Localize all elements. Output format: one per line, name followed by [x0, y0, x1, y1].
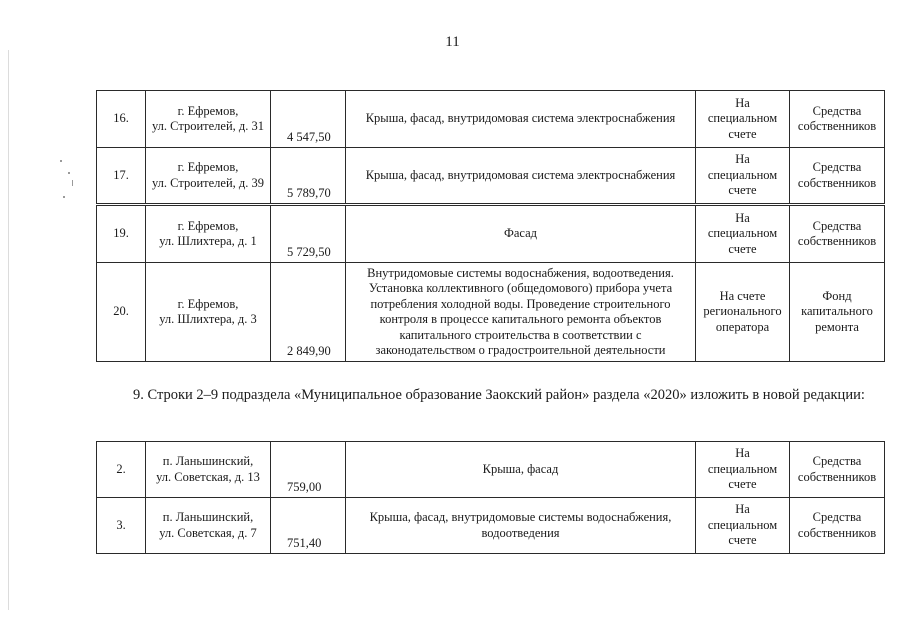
source-line: Средства: [812, 103, 862, 118]
address-line: п. Ланьшинский,: [162, 510, 254, 524]
row-number: 2.: [97, 442, 146, 498]
account-line: специальном: [707, 517, 778, 532]
account-line: специальном: [707, 111, 778, 126]
address-cell: [146, 206, 271, 263]
works-cell: [346, 148, 696, 204]
works-line: капитального строительства в соответствии с: [399, 327, 642, 342]
funding-source-cell: [790, 148, 885, 204]
cost-cell: 4 547,50: [271, 91, 346, 148]
row-number: 19.: [97, 206, 146, 263]
table-row: [97, 442, 885, 498]
works-line: Внутридомовые системы водоснабжения, водоотведения.: [367, 265, 674, 280]
source-line: собственников: [797, 469, 877, 484]
address-line: ул. Советская, д. 7: [159, 525, 257, 540]
address-line: ул. Шлихтера, д. 3: [159, 312, 257, 326]
scan-artifact: [72, 180, 73, 186]
scan-artifact: [60, 160, 62, 162]
cost-cell: 5 729,50: [271, 206, 346, 263]
source-line: ремонта: [815, 319, 859, 334]
account-line: На: [735, 502, 750, 517]
scan-artifact: [8, 50, 9, 610]
table-row: [97, 148, 885, 204]
table-row: [97, 91, 885, 148]
paragraph-text: 9. Строки 2–9 подраздела «Муниципальное образование Заокский район» раздела «2020» изложить в новой редакции:: [133, 387, 865, 403]
source-line: капитального: [801, 304, 873, 319]
works-cell: [346, 498, 696, 554]
account-cell: [696, 263, 790, 362]
account-line: На: [735, 210, 750, 225]
address-cell: [146, 148, 271, 204]
works-table-part-3: [96, 441, 885, 554]
address-cell: [146, 91, 271, 148]
works-line: Фасад: [503, 226, 538, 241]
amendment-paragraph: [97, 385, 885, 406]
address-line: г. Ефремов,: [177, 160, 239, 174]
table-row: [97, 206, 885, 263]
row-number: 16.: [97, 91, 146, 148]
cost-cell: 751,40: [271, 498, 346, 554]
works-cell: [346, 91, 696, 148]
account-line: счете: [728, 533, 757, 548]
cost-cell: 759,00: [271, 442, 346, 498]
address-line: ул. Советская, д. 13: [156, 469, 260, 484]
table-row: [97, 498, 885, 554]
account-line: специальном: [707, 461, 778, 476]
account-cell: [696, 498, 790, 554]
works-line: Крыша, фасад, внутридомовая система электроснабжения: [365, 167, 676, 182]
source-line: собственников: [797, 175, 877, 190]
source-line: Средства: [812, 218, 862, 233]
source-line: Фонд: [822, 288, 852, 303]
row-number: 3.: [97, 498, 146, 554]
funding-source-cell: [790, 498, 885, 554]
scan-artifact: [63, 196, 65, 198]
account-line: На счете: [719, 288, 766, 303]
works-line: Крыша, фасад, внутридомовая система электроснабжения: [365, 111, 676, 126]
account-line: счете: [728, 241, 757, 256]
address-cell: [146, 498, 271, 554]
funding-source-cell: [790, 263, 885, 362]
page-number: 11: [445, 34, 460, 50]
address-line: г. Ефремов,: [177, 218, 239, 233]
cost-cell: 5 789,70: [271, 148, 346, 204]
account-line: На: [735, 446, 750, 461]
funding-source-cell: [790, 91, 885, 148]
account-line: специальном: [707, 226, 778, 241]
works-cell: [346, 442, 696, 498]
account-line: счете: [728, 477, 757, 492]
works-line: законодательством о градостроительной деятельности: [375, 343, 666, 357]
source-line: Средства: [812, 160, 862, 174]
source-line: Средства: [812, 510, 862, 524]
address-line: г. Ефремов,: [177, 296, 239, 311]
address-line: ул. Строителей, д. 31: [151, 119, 264, 133]
account-line: регионального: [703, 304, 782, 319]
row-number: 20.: [97, 263, 146, 362]
account-cell: [696, 206, 790, 263]
cost-cell: 2 849,90: [271, 263, 346, 362]
account-line: оператора: [715, 319, 770, 334]
source-line: собственников: [797, 234, 877, 248]
account-line: счете: [728, 126, 757, 141]
address-line: ул. Строителей, д. 39: [151, 175, 264, 190]
account-line: счете: [728, 183, 757, 198]
works-line: контроля в процессе капитального ремонта объектов: [379, 312, 662, 326]
works-line: водоотведения: [481, 525, 560, 540]
funding-source-cell: [790, 442, 885, 498]
source-line: Средства: [812, 454, 862, 468]
works-line: Крыша, фасад: [482, 461, 559, 476]
works-line: Крыша, фасад, внутридомовые системы водоснабжения,: [369, 510, 672, 524]
row-number: 17.: [97, 148, 146, 204]
scan-artifact: [68, 172, 70, 174]
account-cell: [696, 442, 790, 498]
account-line: На: [735, 152, 750, 167]
address-cell: [146, 442, 271, 498]
address-line: г. Ефремов,: [177, 103, 239, 118]
works-cell: [346, 206, 696, 263]
funding-source-cell: [790, 206, 885, 263]
account-cell: [696, 91, 790, 148]
address-cell: [146, 263, 271, 362]
account-cell: [696, 148, 790, 204]
works-table-part-1: [96, 90, 885, 204]
source-line: собственников: [797, 119, 877, 133]
table-row: [97, 263, 885, 362]
account-line: специальном: [707, 167, 778, 182]
works-line: Установка коллективного (общедомового) прибора учета: [368, 281, 673, 295]
works-cell: [346, 263, 696, 362]
works-table-part-2: [96, 205, 885, 362]
address-line: п. Ланьшинский,: [162, 454, 254, 468]
source-line: собственников: [797, 525, 877, 540]
works-line: потребления холодной воды. Проведение строительного: [370, 296, 671, 311]
address-line: ул. Шлихтера, д. 1: [159, 234, 257, 248]
account-line: На: [735, 95, 750, 110]
